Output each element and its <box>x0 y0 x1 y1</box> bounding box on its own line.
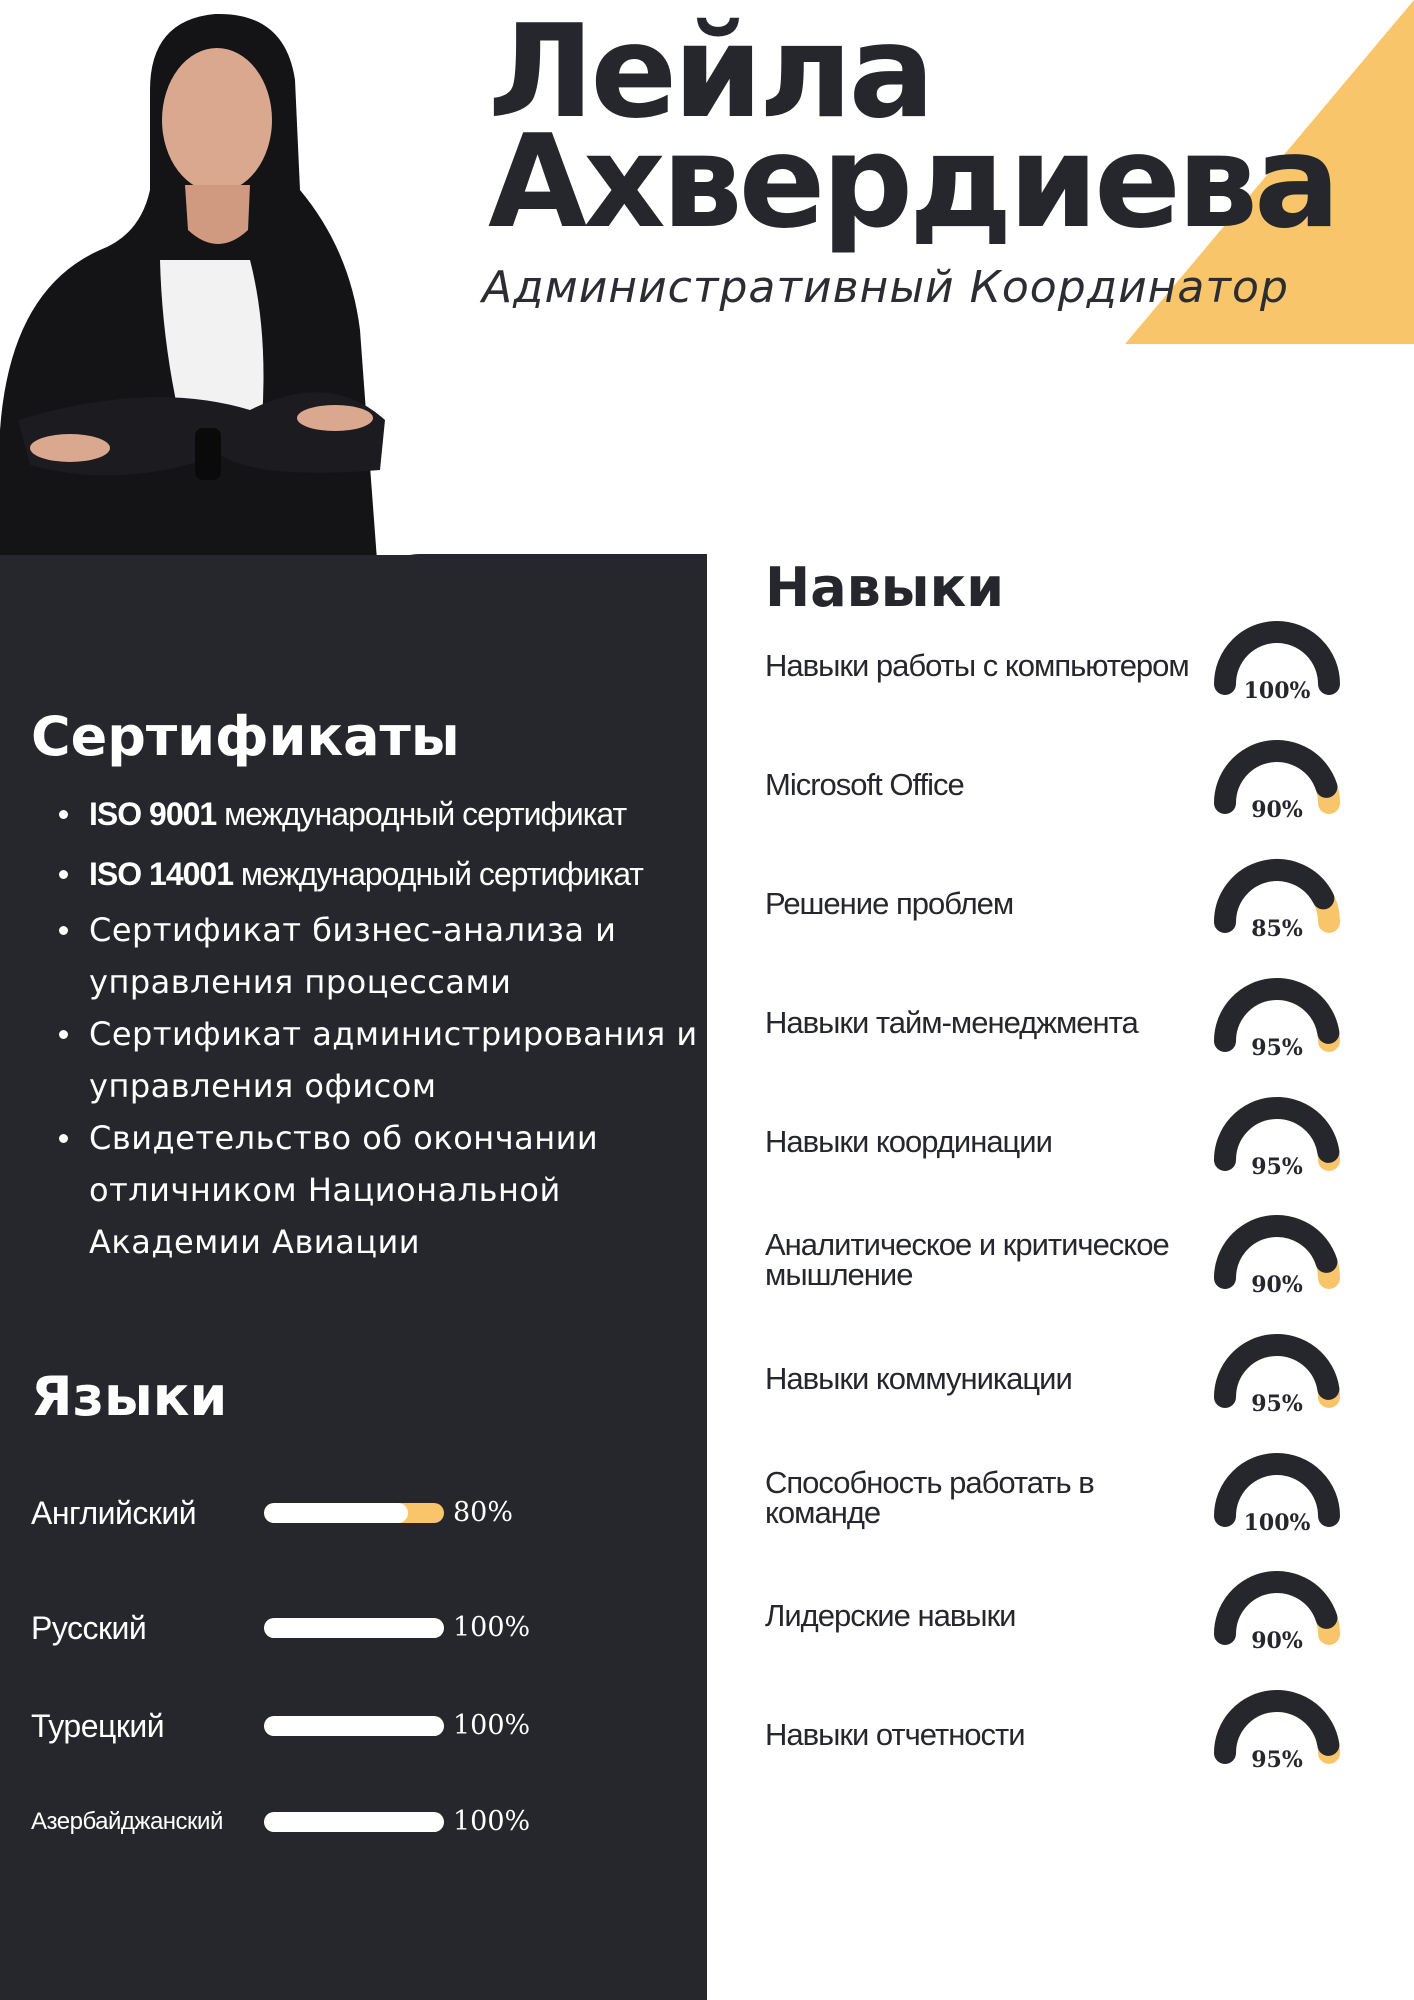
language-row <box>0 1706 707 1746</box>
skill-gauge-level <box>1225 1226 1326 1278</box>
skill-name: Навыки тайм-менеджмента <box>765 1005 1138 1040</box>
certificates-list <box>31 784 707 1268</box>
language-row <box>0 1608 707 1648</box>
certificate-code: ISO 14001 <box>89 856 233 892</box>
skill-gauge-level <box>1225 1464 1329 1516</box>
language-row <box>0 1493 707 1533</box>
language-name: Русский <box>31 1610 147 1646</box>
skill-level-label: 90% <box>1251 1628 1303 1654</box>
skill-level-label: 100% <box>1243 678 1311 704</box>
language-name: Азербайджанский <box>31 1808 223 1835</box>
skill-row <box>765 1220 1355 1300</box>
language-level-fill <box>264 1503 408 1523</box>
certificate-item: Сертификат администрирования и управления офисом <box>31 1008 707 1112</box>
skill-row <box>765 1458 1355 1538</box>
languages-title: Языки <box>31 1365 228 1428</box>
language-name: Турецкий <box>31 1708 165 1744</box>
skill-level-label: 90% <box>1251 1272 1303 1298</box>
skill-level-label: 95% <box>1251 1747 1303 1773</box>
skill-name: Навыки коммуникации <box>765 1361 1072 1396</box>
skill-row <box>765 864 1355 944</box>
left-panel-tab <box>375 554 707 604</box>
language-level-label: 80% <box>453 1497 514 1528</box>
skill-level-label: 95% <box>1251 1035 1303 1061</box>
last-name: Ахвердиева <box>488 108 1337 257</box>
skill-gauge <box>1207 1576 1347 1656</box>
language-level-fill <box>264 1618 444 1638</box>
skill-gauge <box>1207 1102 1347 1182</box>
skill-gauge-level <box>1225 989 1328 1041</box>
skill-level-label: 95% <box>1251 1391 1303 1417</box>
skill-name: Аналитическое и критическое мышление <box>765 1227 1169 1292</box>
skill-row <box>765 626 1355 706</box>
skills-title: Навыки <box>765 556 1005 619</box>
language-level-bar <box>264 1503 444 1523</box>
skill-gauge-level <box>1225 1108 1328 1160</box>
skill-gauge-level <box>1225 870 1323 922</box>
skill-level-label: 95% <box>1251 1154 1303 1180</box>
skill-level-label: 100% <box>1243 1510 1311 1536</box>
profile-photo <box>0 0 470 600</box>
certificates-title: Сертификаты <box>31 705 460 768</box>
language-level-fill <box>264 1716 444 1736</box>
skill-name: Лидерские навыки <box>765 1598 1016 1633</box>
skill-gauge-level <box>1225 1701 1328 1753</box>
language-level-bar <box>264 1812 444 1832</box>
skill-gauge <box>1207 1220 1347 1300</box>
skill-level-label: 90% <box>1251 797 1303 823</box>
language-name: Английский <box>31 1495 197 1531</box>
skill-gauge-level <box>1225 632 1329 684</box>
language-level-bar <box>264 1716 444 1736</box>
skill-name: Microsoft Office <box>765 767 964 802</box>
skill-name: Навыки координации <box>765 1124 1052 1159</box>
language-level-label: 100% <box>453 1806 531 1837</box>
skill-gauge <box>1207 626 1347 706</box>
certificate-item: Сертификат бизнес-анализа и управления процессами <box>31 904 707 1008</box>
certificate-item <box>31 784 707 844</box>
skill-gauge-level <box>1225 1345 1328 1397</box>
skill-row <box>765 1695 1355 1775</box>
certificate-code: ISO 9001 <box>89 796 217 832</box>
person-name <box>488 0 1337 257</box>
language-level-bar <box>264 1618 444 1638</box>
skill-row <box>765 1576 1355 1656</box>
certificate-item: Свидетельство об окончании отличником Национальной Академии Авиации <box>31 1112 707 1268</box>
skill-gauge <box>1207 1695 1347 1775</box>
language-level-label: 100% <box>453 1710 531 1741</box>
skill-row <box>765 1102 1355 1182</box>
skill-name: Навыки работы с компьютером <box>765 648 1189 683</box>
skill-gauge <box>1207 745 1347 825</box>
skill-level-label: 85% <box>1251 916 1303 942</box>
skill-gauge-level <box>1225 751 1326 803</box>
skill-gauge <box>1207 1339 1347 1419</box>
skill-row <box>765 1339 1355 1419</box>
skill-name: Навыки отчетности <box>765 1717 1025 1752</box>
certificate-text: международный сертификат <box>233 856 643 892</box>
skill-gauge <box>1207 983 1347 1063</box>
left-panel <box>0 555 707 2000</box>
job-title: Административный Координатор <box>482 262 1289 313</box>
certificate-text: международный сертификат <box>216 796 627 832</box>
skill-name: Способность работать в команде <box>765 1465 1094 1530</box>
skill-gauge <box>1207 1458 1347 1538</box>
skill-row <box>765 745 1355 825</box>
skill-gauge-level <box>1225 1582 1326 1634</box>
first-name: Лейла <box>488 0 931 147</box>
skill-name: Решение проблем <box>765 886 1014 921</box>
language-row <box>0 1802 707 1842</box>
skill-row <box>765 983 1355 1063</box>
language-level-label: 100% <box>453 1612 531 1643</box>
certificate-item <box>31 844 707 904</box>
skill-gauge <box>1207 864 1347 944</box>
language-level-fill <box>264 1812 444 1832</box>
